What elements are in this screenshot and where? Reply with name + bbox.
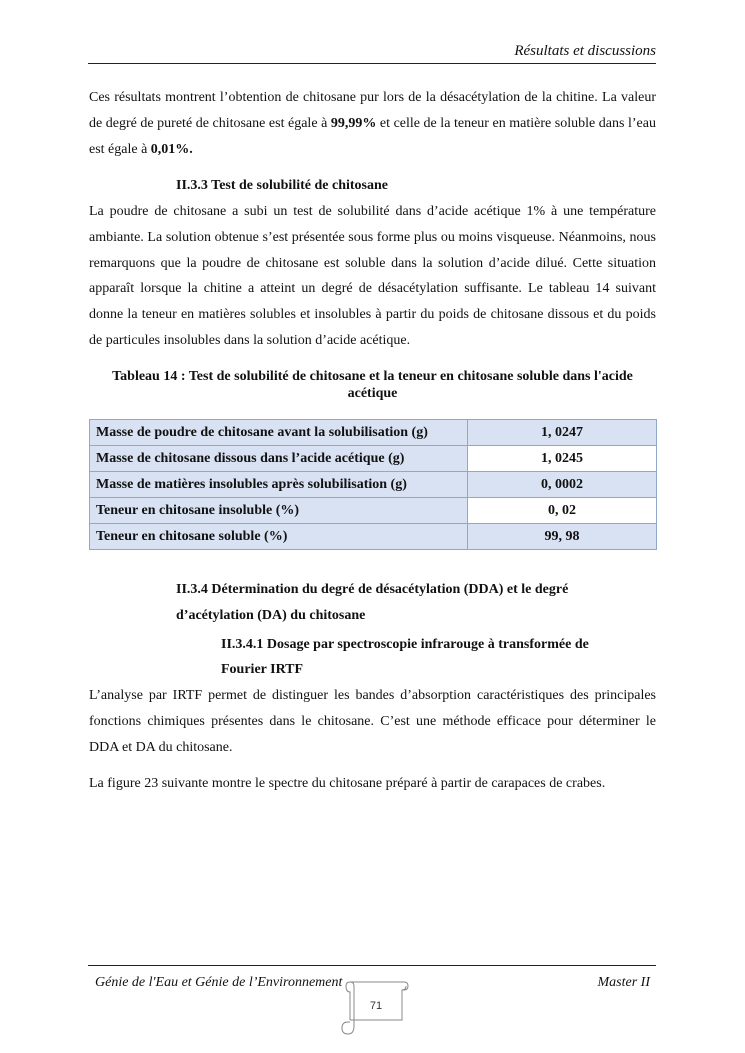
table-caption: Tableau 14 : Test de solubilité de chitosane et la teneur en chitosane soluble dans l'acide acétique bbox=[112, 369, 633, 401]
table-row bbox=[90, 472, 657, 498]
table-row bbox=[90, 420, 657, 446]
section-3341-paragraph: L’analyse par IRTF permet de distinguer les bandes d’absorption caractéristiques des principales fonctions chimiques présentes dans le chitosane. C’est une méthode efficace pour déterminer le DDA et DA du chitosane. bbox=[89, 688, 656, 755]
soluble-value: 0,01%. bbox=[150, 141, 193, 157]
section-heading-3341-line1: II.3.4.1 Dosage par spectroscopie infrarouge à transformée de bbox=[221, 637, 589, 652]
header-rule bbox=[88, 63, 656, 64]
table-cell-label: Masse de matières insolubles après solubilisation (g) bbox=[90, 472, 468, 498]
table-row bbox=[90, 498, 657, 524]
section-333-paragraph: La poudre de chitosane a subi un test de solubilité dans d’acide acétique 1% à une température ambiante. La solution obtenue s’est présentée sous forme plus ou moins visqueuse. Néanmoins, nous remarquons que la poudre de chitosane est soluble dans la solution d’acide dilué. Cette situation apparaît lorsque la chitine a atteint un degré de désacétylation suffisante. Le tableau 14 suivant donne la teneur en matières solubles et insolubles à partir du poids de chitosane dissous et du poids de particules insolubles dans la solution d’acide acétique. bbox=[89, 204, 656, 348]
section-heading-334-line1: II.3.4 Détermination du degré de désacétylation (DDA) et le degré bbox=[176, 582, 569, 597]
purity-value: 99,99% bbox=[330, 115, 377, 131]
section-heading-334-line2: d’acétylation (DA) du chitosane bbox=[176, 608, 366, 623]
intro-text-1: Ces résultats montrent l’obtention de chitosane pur lors de la désacétylation de la chitine. La valeur de degré de pureté de chitosane est égale à bbox=[89, 90, 656, 131]
solubility-table bbox=[89, 419, 657, 550]
table-cell-label: Teneur en chitosane insoluble (%) bbox=[90, 498, 468, 524]
footer-right: Master II bbox=[597, 975, 650, 990]
intro-text-2: et celle de la teneur en matière soluble dans l’eau est égale à bbox=[89, 115, 656, 157]
table-cell-label: Masse de poudre de chitosane avant la solubilisation (g) bbox=[90, 420, 468, 446]
table-cell-value: 1, 0245 bbox=[468, 446, 657, 472]
table-cell-value: 0, 02 bbox=[468, 498, 657, 524]
footer-rule bbox=[88, 965, 656, 966]
table-cell-value: 0, 0002 bbox=[468, 472, 657, 498]
table-row bbox=[90, 524, 657, 550]
page-number: 71 bbox=[369, 1000, 383, 1012]
table-cell-label: Masse de chitosane dissous dans l’acide acétique (g) bbox=[90, 446, 468, 472]
table-cell-value: 99, 98 bbox=[468, 524, 657, 550]
table-cell-value: 1, 0247 bbox=[468, 420, 657, 446]
page-header-title: Résultats et discussions bbox=[514, 43, 656, 59]
footer-left: Génie de l'Eau et Génie de l’Environnement bbox=[95, 975, 343, 990]
figure-intro-paragraph: La figure 23 suivante montre le spectre du chitosane préparé à partir de carapaces de crabes. bbox=[89, 776, 606, 791]
section-heading-333: II.3.3 Test de solubilité de chitosane bbox=[176, 178, 388, 193]
section-heading-3341-line2: Fourier IRTF bbox=[221, 662, 304, 677]
table-cell-label: Teneur en chitosane soluble (%) bbox=[90, 524, 468, 550]
table-row bbox=[90, 446, 657, 472]
intro-paragraph bbox=[89, 85, 656, 162]
